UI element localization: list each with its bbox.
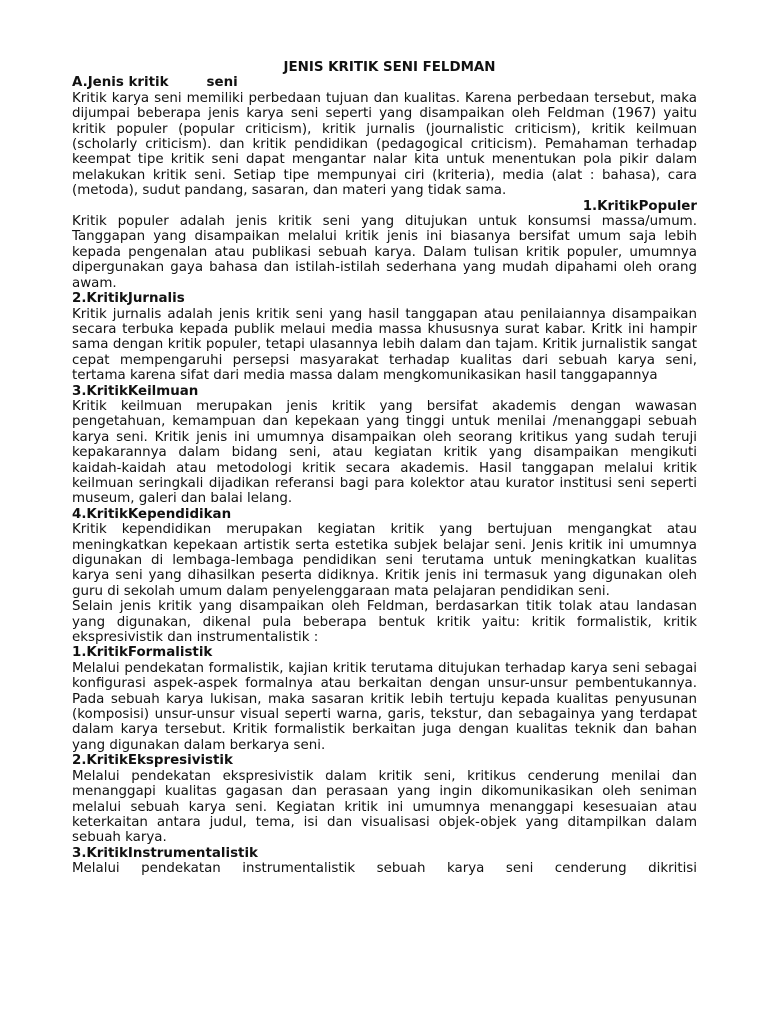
heading-kritik-ekspresivistik: 2.KritikEkspresivistik xyxy=(72,753,233,769)
paragraph-kritik-formalistik: Melalui pendekatan formalistik, kajian kritik terutama ditujukan terhadap karya seni sebagai konfigurasi aspek-aspek formalnya atau berkaitan dengan unsur-unsur pembentukannya. Pada sebuah karya lukisan, maka sasaran kritik lebih tertuju kepada kualitas penyusunan (komposisi) unsur-unsur visual seperti warna, garis, tekstur, dan sebagainya yang terdapat dalam karya tersebut. Kritik formalistik berkaitan juga dengan kualitas teknik dan bahan yang digunakan dalam berkarya seni. xyxy=(72,660,697,753)
heading-kritik-kependidikan: 4.KritikKependidikan xyxy=(72,506,232,522)
section-heading-a xyxy=(72,75,697,90)
paragraph-bentuk-kritik: Selain jenis kritik yang disampaikan oleh Feldman, berdasarkan titik tolak atau landasan yang digunakan, dikenal pula beberapa bentuk kritik yaitu: kritik formalistik, kritik ekspresivistik dan instrumentalistik : xyxy=(72,599,697,646)
heading-kritik-formalistik: 1.KritikFormalistik xyxy=(72,645,213,661)
heading-kritik-instrumentalistik: 3.KritikInstrumentalistik xyxy=(72,845,258,861)
heading-kritik-populer: 1.KritikPopuler xyxy=(582,198,697,214)
paragraph-kritik-jurnalis: Kritik jurnalis adalah jenis kritik seni yang hasil tanggapan atau penilaiannya disampaikan secara terbuka kepada publik melaui media massa khususnya surat kabar. Kritk ini hampir sama dengan kritik populer, tetapi ulasannya lebih dalam dan tajam. Kritik jurnalistik sangat cepat mempengaruhi persepsi masyarakat terhadap kualitas dari sebuah karya seni, tertama karena sifat dari media massa dalam mengkomunikasikan hasil tanggapannya xyxy=(72,306,697,384)
section-heading-a-part2: seni xyxy=(206,75,238,91)
paragraph-kritik-populer: Kritik populer adalah jenis kritik seni yang ditujukan untuk konsumsi massa/umum. Tanggapan yang disampaikan melalui kritik jenis ini biasanya bersifat umum saja lebih kepada pengenalan atau publikasi sebuah karya. Dalam tulisan kritik populer, umumnya dipergunakan gaya bahasa dan istilah-istilah sederhana yang mudah dipahami oleh orang awam. xyxy=(72,214,697,291)
paragraph-kritik-keilmuan-2: kaidah-kaidah atau metodologi kritik secara akademis. Hasil tanggapan melalui kritik keilmuan seringkali dijadikan referansi bagi para kolektor atau kurator institusi seni seperti museum, galeri dan balai lelang. xyxy=(72,460,697,507)
heading-kritik-keilmuan: 3.KritikKeilmuan xyxy=(72,383,199,399)
paragraph-kritik-kependidikan: Kritik kependidikan merupakan kegiatan kritik yang bertujuan mengangkat atau meningkatkan kepekaan artistik serta estetika subjek belajar seni. Jenis kritik ini umumnya digunakan di lembaga-lembaga pendidikan seni terutama untuk meningkatkan kualitas karya seni yang dihasilkan peserta didiknya. Kritik jenis ini termasuk yang digunakan oleh guru di sekolah umum dalam penyelenggaraan mata pelajaran pendidikan seni. xyxy=(72,522,697,599)
section-heading-a-part1: A.Jenis kritik xyxy=(72,75,169,91)
intro-paragraph: Kritik karya seni memiliki perbedaan tujuan dan kualitas. Karena perbedaan tersebut, maka dijumpai beberapa jenis karya seni seperti yang disampaikan oleh Feldman (1967) yaitu kritik populer (popular criticism), kritik jurnalis (journalistic criticism), kritik keilmuan (scholarly criticism). dan kritik pendidikan (pedagogical criticism). Pemahaman terhadap keempat tipe kritik seni dapat mengantar nalar kita untuk menentukan pola pikir dalam melakukan kritik seni. Setiap tipe mempunyai ciri (kriteria), media (alat : bahasa), cara (metoda), sudut pandang, sasaran, dan materi yang tidak sama. xyxy=(72,90,697,199)
heading-kritik-jurnalis: 2.KritikJurnalis xyxy=(72,291,185,307)
paragraph-kritik-keilmuan-1: Kritik keilmuan merupakan jenis kritik yang bersifat akademis dengan wawasan pengetahuan, kemampuan dan kepekaan yang tinggi untuk menilai /menanggapi sebuah karya seni. Kritik jenis ini umumnya disampaikan oleh seorang kritikus yang sudah teruji kepakarannya dalam bidang seni, atau kegiatan kritik yang disampaikan mengikuti xyxy=(72,398,697,461)
paragraph-kritik-instrumentalistik: Melalui pendekatan instrumentalistik sebuah karya seni cenderung dikritisi xyxy=(72,861,697,877)
document-title: JENIS KRITIK SENI FELDMAN xyxy=(283,60,496,75)
document-page xyxy=(72,60,697,877)
paragraph-kritik-ekspresivistik: Melalui pendekatan ekspresivistik dalam kritik seni, kritikus cenderung menilai dan menanggapi kualitas gagasan dan perasaan yang ingin dikomunikasikan oleh seniman melalui sebuah karya seni. Kegiatan kritik ini umumnya menanggapi kesesuaian atau keterkaitan antara judul, tema, isi dan visualisasi objek-objek yang ditampilkan dalam sebuah karya. xyxy=(72,768,697,846)
